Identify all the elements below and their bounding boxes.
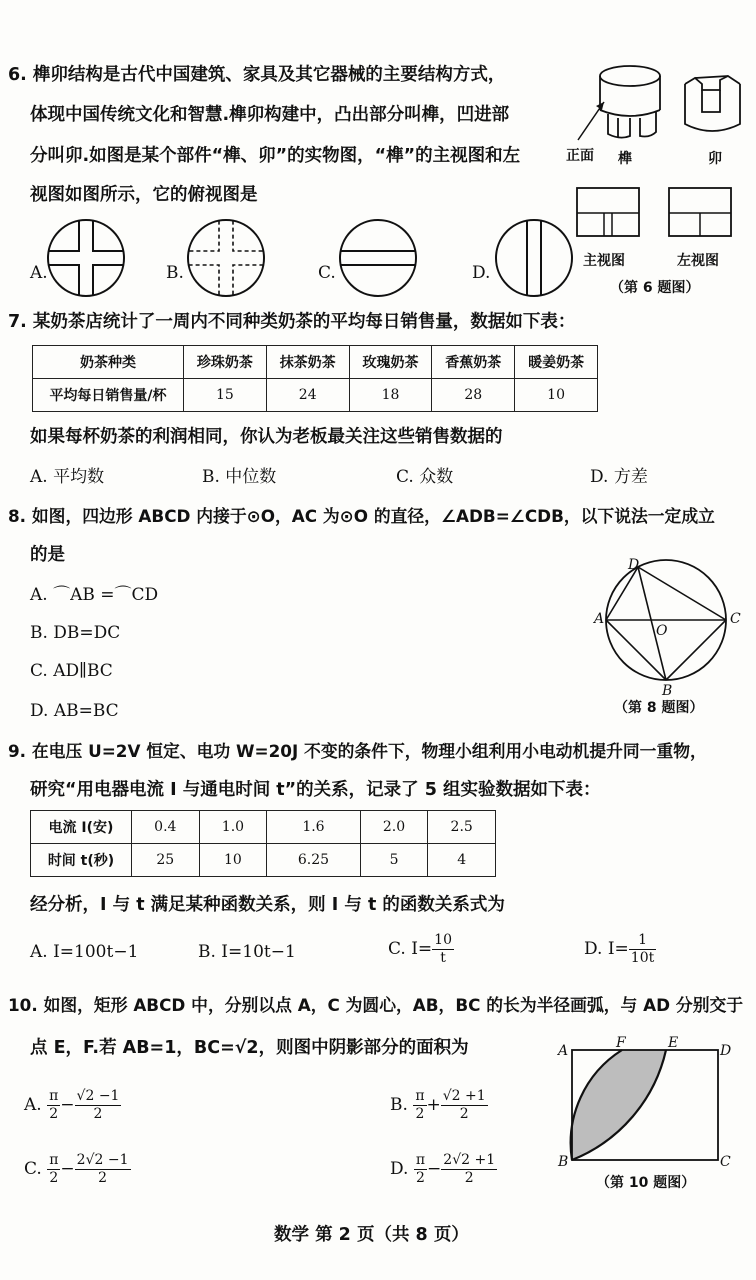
q10-line-1: 10. 如图，矩形 ABCD 中，分别以点 A，C 为圆心，AB，BC 的长为半径画弧，与 AD 分别交于	[8, 995, 744, 1015]
q6-option-b-figure	[186, 218, 266, 298]
q7-line: 7. 某奶茶店统计了一周内不同种类奶茶的平均每日销售量，数据如下表：	[8, 312, 576, 332]
fraction-denominator: 2	[415, 1170, 425, 1186]
q7-question: 如果每杯奶茶的利润相同，你认为老板最关注这些销售数据的	[30, 427, 503, 447]
table-row	[31, 844, 496, 877]
fraction-denominator: 2	[93, 1106, 103, 1122]
fraction-numerator: √2 +1	[442, 1088, 486, 1104]
table-cell: 28	[432, 379, 515, 412]
operator: −	[427, 1159, 442, 1179]
mortise-drawing	[685, 76, 740, 131]
q6-line-4: 视图如图所示，它的俯视图是	[30, 185, 258, 205]
table-row	[33, 379, 598, 412]
q8-caption: （第 8 题图）	[614, 700, 704, 716]
q9-option-c	[388, 932, 454, 967]
q8-point-c: C	[730, 611, 741, 627]
table-cell: 10	[515, 379, 598, 412]
q10-point-d: D	[720, 1043, 732, 1059]
fraction-numerator: π	[49, 1152, 59, 1168]
q6-option-b-label: B.	[166, 263, 184, 283]
operator: −	[60, 1159, 75, 1179]
label-front: 正面	[566, 148, 594, 164]
table-cell: 电流 I(安)	[31, 811, 132, 844]
fraction	[414, 1152, 427, 1187]
fraction-numerator: π	[49, 1088, 59, 1104]
tenon-drawing	[600, 66, 660, 138]
fraction-numerator: 10	[434, 932, 452, 948]
fraction-denominator: 10t	[630, 950, 655, 966]
fraction	[441, 1152, 497, 1187]
label-mortise: 卯	[708, 151, 722, 167]
q8-point-o: O	[656, 623, 668, 639]
option-label: B.	[390, 1095, 408, 1115]
q7-table	[32, 345, 598, 412]
option-label: C.	[24, 1159, 42, 1179]
table-cell: 暖姜奶茶	[515, 346, 598, 379]
q10-point-f: F	[616, 1035, 626, 1051]
q8-line-2: 的是	[30, 545, 65, 565]
q7-option-c: C. 众数	[396, 467, 454, 487]
q10-option-c	[24, 1152, 131, 1187]
fraction-numerator: 1	[629, 932, 656, 950]
q9-option-d	[584, 932, 656, 967]
q9-option-a: A. I=100t−1	[30, 942, 139, 962]
q9-line-2: 研究“用电器电流 I 与通电时间 t”的关系，记录了 5 组实验数据如下表：	[30, 780, 601, 800]
fraction	[75, 1088, 122, 1123]
q7-option-d: D. 方差	[590, 467, 648, 487]
q6-line-2: 体现中国传统文化和智慧.榫卯构建中，凸出部分叫榫，凹进部	[30, 105, 510, 125]
q8-circle-figure	[594, 555, 744, 695]
q10-rectangle-figure	[570, 1048, 720, 1163]
q10-point-e: E	[668, 1035, 679, 1051]
table-cell: 15	[184, 379, 267, 412]
q8-option-b: B. DB=DC	[30, 623, 121, 643]
operator: −	[60, 1095, 75, 1115]
fraction-denominator: 2	[415, 1106, 425, 1122]
q9-option-b: B. I=10t−1	[198, 942, 296, 962]
table-row	[31, 811, 496, 844]
fraction	[413, 1088, 426, 1123]
fraction-numerator: 2√2 −1	[76, 1152, 129, 1168]
table-cell: 2.5	[428, 811, 496, 844]
q10-caption: （第 10 题图）	[596, 1175, 696, 1191]
table-cell: 24	[266, 379, 349, 412]
q6-option-c-figure	[338, 218, 418, 298]
fraction-denominator: 2	[464, 1170, 474, 1186]
table-cell: 6.25	[267, 844, 361, 877]
q10-line-2: 点 E，F.若 AB=1，BC=√2，则图中阴影部分的面积为	[30, 1038, 469, 1058]
q8-point-b: B	[662, 683, 673, 699]
fraction-denominator: t	[440, 950, 446, 966]
fraction-numerator: π	[415, 1152, 426, 1168]
q10-option-d	[390, 1152, 497, 1187]
table-cell: 玫瑰奶茶	[349, 346, 432, 379]
q6-line-3: 分叫卯.如图是某个部件“榫、卯”的实物图，“榫”的主视图和左	[30, 146, 521, 166]
table-cell: 25	[132, 844, 200, 877]
table-row	[33, 346, 598, 379]
main-view-drawing	[576, 187, 640, 237]
label-main-view: 主视图	[583, 253, 625, 269]
q6-option-d-figure	[494, 218, 574, 298]
q6-line-1: 6. 榫卯结构是古代中国建筑、家具及其它器械的主要结构方式，	[8, 65, 506, 85]
fraction	[441, 1088, 488, 1123]
option-label: A.	[24, 1095, 42, 1115]
q6-option-a-figure	[46, 218, 126, 298]
table-cell: 平均每日销售量/杯	[33, 379, 184, 412]
option-label: D.	[390, 1159, 409, 1179]
q9-option-d-prefix: D. I=	[584, 939, 629, 959]
q10-point-c: C	[720, 1154, 731, 1170]
q7-option-a: A. 平均数	[30, 467, 105, 487]
fraction-numerator: √2 −1	[76, 1088, 120, 1104]
q8-line-1: 8. 如图，四边形 ABCD 内接于⊙O，AC 为⊙O 的直径，∠ADB=∠CDB，以下说法一定成立	[8, 506, 715, 526]
label-left-view: 左视图	[677, 253, 719, 269]
table-cell: 奶茶种类	[33, 346, 184, 379]
table-cell: 10	[199, 844, 267, 877]
q10-point-a: A	[558, 1043, 569, 1059]
q8-option-d: D. AB=BC	[30, 701, 119, 721]
fraction	[75, 1152, 131, 1187]
q8-option-a: A. ⌒AB =⌒CD	[30, 585, 159, 605]
q10-point-b: B	[558, 1154, 569, 1170]
table-cell: 时间 t(秒)	[31, 844, 132, 877]
q6-option-a-label: A.	[30, 263, 48, 283]
q6-option-d-label: D.	[472, 263, 491, 283]
q10-option-b	[390, 1088, 488, 1123]
fraction	[47, 1088, 60, 1123]
table-cell: 珍珠奶茶	[184, 346, 267, 379]
fraction-numerator: π	[415, 1088, 425, 1104]
table-cell: 1.0	[199, 811, 267, 844]
operator: +	[426, 1095, 441, 1115]
table-cell: 5	[360, 844, 428, 877]
shaded-region	[571, 1050, 666, 1160]
q8-point-a: A	[594, 611, 605, 627]
table-cell: 4	[428, 844, 496, 877]
q7-option-b: B. 中位数	[202, 467, 277, 487]
q9-question: 经分析，I 与 t 满足某种函数关系，则 I 与 t 的函数关系式为	[30, 895, 505, 915]
label-tenon: 榫	[618, 151, 632, 167]
q8-option-c: C. AD∥BC	[30, 661, 113, 681]
q9-table	[30, 810, 496, 877]
q6-option-c-label: C.	[318, 263, 336, 283]
q8-point-d: D	[628, 557, 640, 573]
q9-line-1: 9. 在电压 U=2V 恒定、电功 W=20J 不变的条件下，物理小组利用小电动机提升同一重物，	[8, 741, 707, 761]
q9-option-c-prefix: C. I=	[388, 939, 433, 959]
table-cell: 0.4	[132, 811, 200, 844]
fraction-denominator: 2	[49, 1106, 59, 1122]
fraction-denominator: 2	[49, 1170, 59, 1186]
fraction-numerator: 2√2 +1	[443, 1152, 496, 1168]
q10-option-a	[24, 1088, 121, 1123]
q9-option-c-fraction	[432, 932, 454, 967]
left-view-drawing	[668, 187, 732, 237]
fraction-denominator: 2	[98, 1170, 108, 1186]
q9-option-d-fraction	[629, 932, 656, 967]
table-cell: 抹茶奶茶	[266, 346, 349, 379]
table-cell: 香蕉奶茶	[432, 346, 515, 379]
table-cell: 1.6	[267, 811, 361, 844]
fraction	[47, 1152, 60, 1187]
fraction-denominator: 2	[459, 1106, 469, 1122]
page-footer: 数学 第 2 页（共 8 页）	[274, 1225, 469, 1245]
q6-caption: （第 6 题图）	[610, 280, 700, 296]
table-cell: 2.0	[360, 811, 428, 844]
table-cell: 18	[349, 379, 432, 412]
